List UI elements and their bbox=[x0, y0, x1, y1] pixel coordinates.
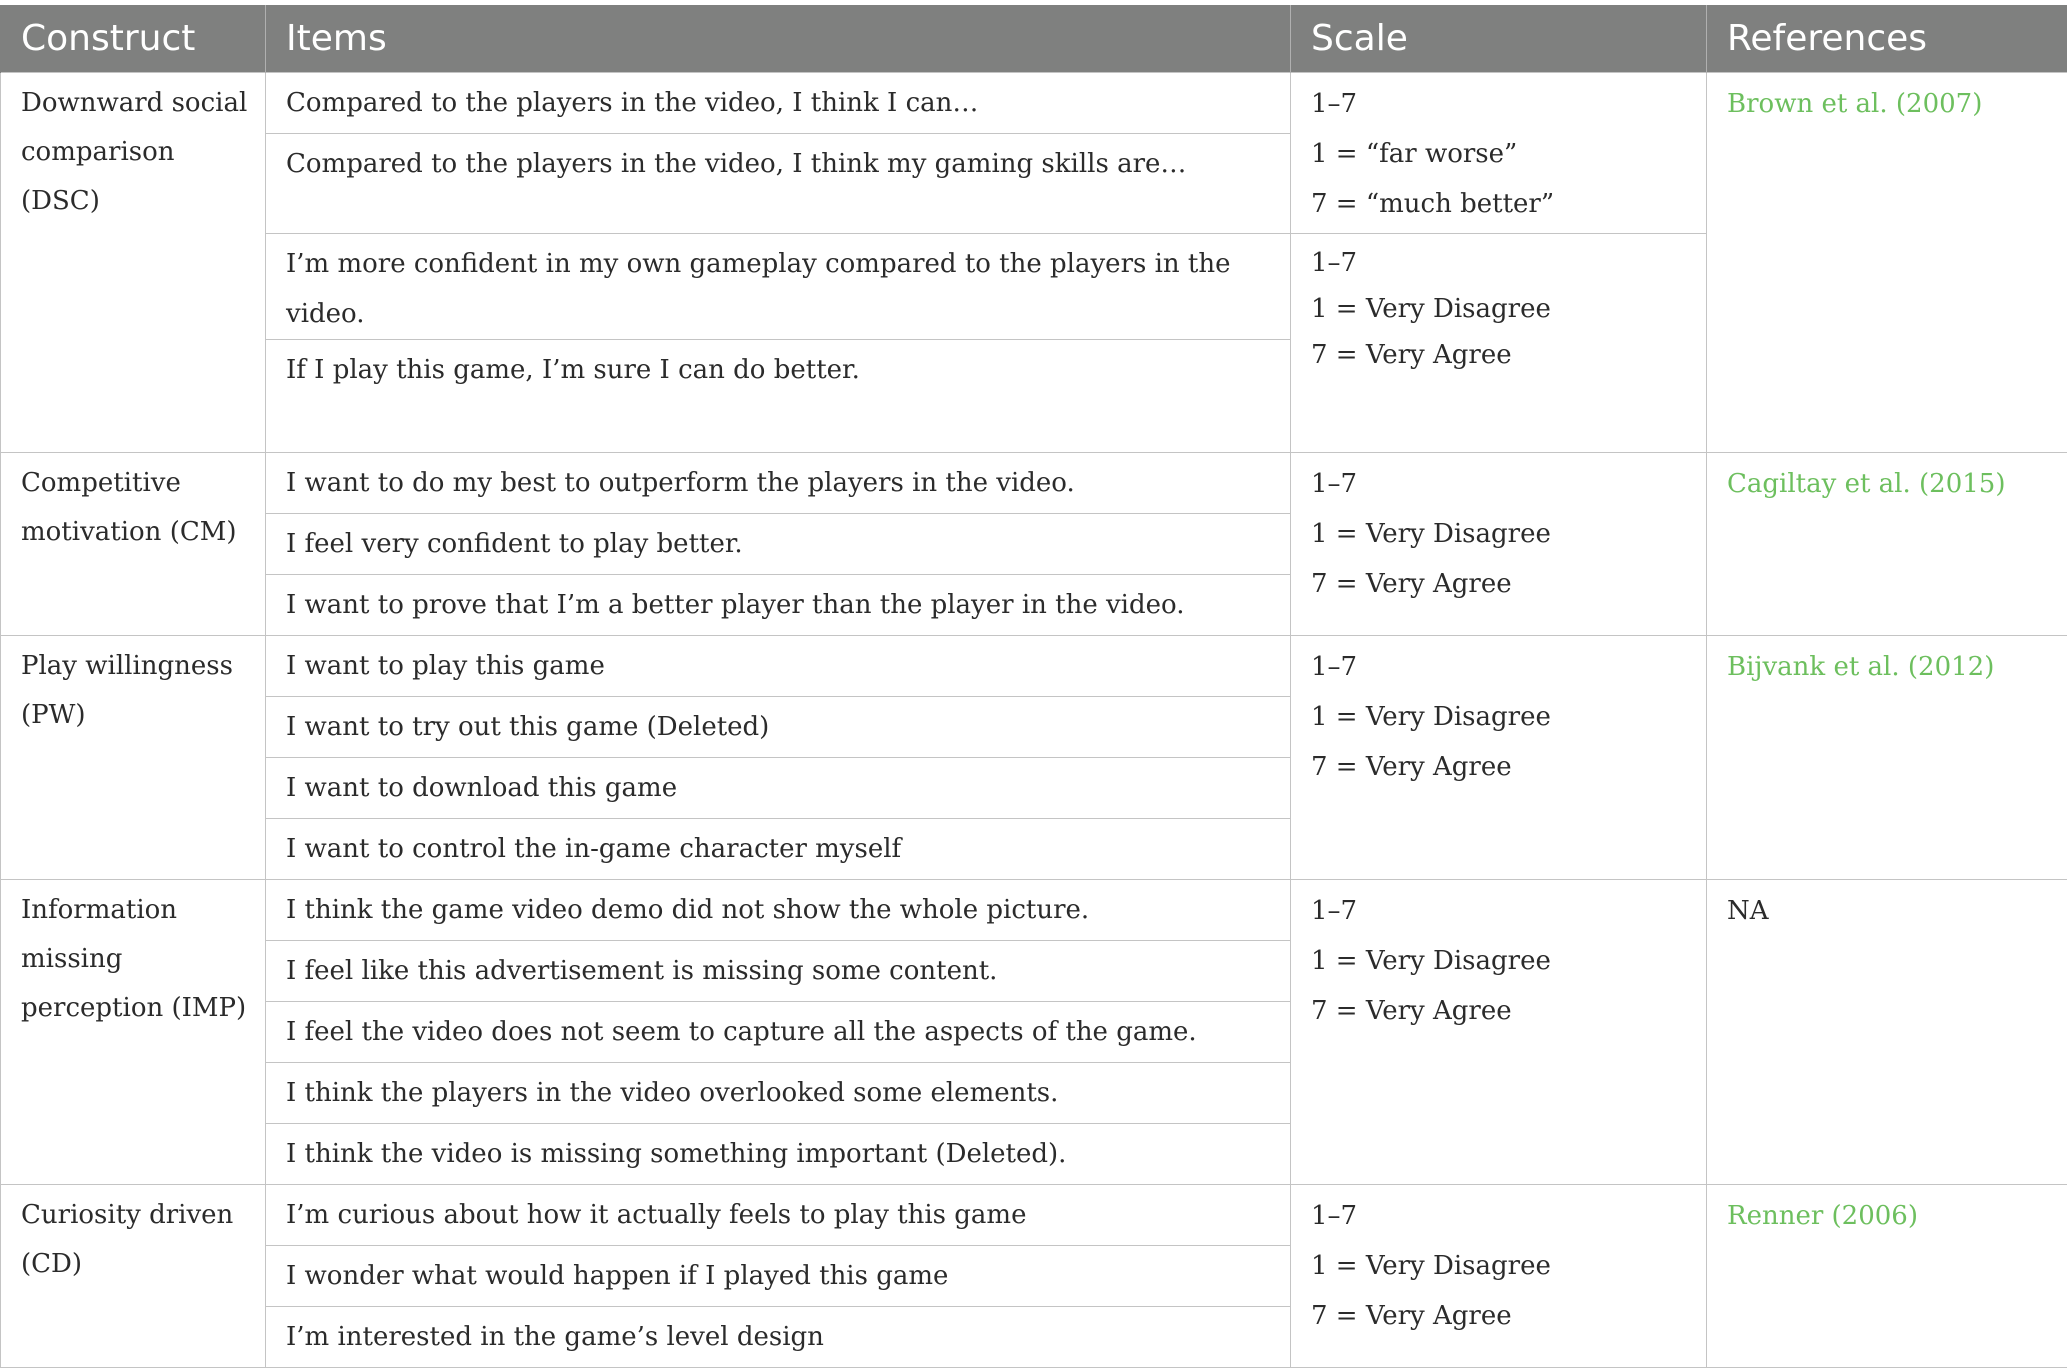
construct-cell: Curiosity driven (CD) bbox=[1, 1184, 266, 1367]
reference-link[interactable]: Brown et al. (2007) bbox=[1727, 89, 1982, 119]
table-row bbox=[1, 879, 2067, 940]
scale-low-anchor: 1 = Very Disagree bbox=[1311, 509, 1698, 559]
scale-cell bbox=[1291, 233, 1707, 452]
item-cell: I’m more confident in my own gameplay compared to the players in the video. bbox=[266, 233, 1291, 339]
item-cell: I feel like this advertisement is missing some content. bbox=[266, 940, 1291, 1001]
scale-range: 1–7 bbox=[1311, 642, 1698, 692]
scale-cell bbox=[1291, 879, 1707, 1184]
scale-high-anchor: 7 = Very Agree bbox=[1311, 986, 1698, 1036]
scale-range: 1–7 bbox=[1311, 79, 1698, 129]
scale-cell bbox=[1291, 452, 1707, 635]
scale-low-anchor: 1 = Very Disagree bbox=[1311, 692, 1698, 742]
item-cell: Compared to the players in the video, I think my gaming skills are… bbox=[266, 133, 1291, 233]
reference-text: NA bbox=[1727, 896, 1769, 926]
header-items: Items bbox=[266, 5, 1291, 72]
header-row bbox=[1, 5, 2067, 72]
reference-cell bbox=[1707, 452, 2067, 635]
scale-high-anchor: 7 = Very Agree bbox=[1311, 559, 1698, 609]
measurement-table bbox=[0, 5, 2067, 1368]
scale-low-anchor: 1 = Very Disagree bbox=[1311, 1241, 1698, 1291]
item-cell: I’m curious about how it actually feels to play this game bbox=[266, 1184, 1291, 1245]
construct-cell: Information missing perception (IMP) bbox=[1, 879, 266, 1184]
item-cell: I want to prove that I’m a better player than the player in the video. bbox=[266, 574, 1291, 635]
item-cell: I want to do my best to outperform the players in the video. bbox=[266, 452, 1291, 513]
item-cell: I’m interested in the game’s level design bbox=[266, 1306, 1291, 1367]
construct-cell: Competitive motivation (CM) bbox=[1, 452, 266, 635]
scale-low-anchor: 1 = Very Disagree bbox=[1311, 936, 1698, 986]
construct-cell: Downward social comparison (DSC) bbox=[1, 72, 266, 452]
scale-high-anchor: 7 = Very Agree bbox=[1311, 742, 1698, 792]
scale-range: 1–7 bbox=[1311, 459, 1698, 509]
table-row bbox=[1, 635, 2067, 696]
item-cell: I feel very confident to play better. bbox=[266, 513, 1291, 574]
reference-cell bbox=[1707, 879, 2067, 1184]
scale-cell bbox=[1291, 1184, 1707, 1367]
reference-link[interactable]: Bijvank et al. (2012) bbox=[1727, 652, 1994, 682]
table-row bbox=[1, 1184, 2067, 1245]
item-cell: I want to control the in-game character myself bbox=[266, 818, 1291, 879]
scale-high-anchor: 7 = Very Agree bbox=[1311, 332, 1698, 378]
item-cell: I feel the video does not seem to capture all the aspects of the game. bbox=[266, 1001, 1291, 1062]
item-cell: I think the players in the video overlooked some elements. bbox=[266, 1062, 1291, 1123]
item-cell: I want to download this game bbox=[266, 757, 1291, 818]
item-cell: Compared to the players in the video, I think I can… bbox=[266, 72, 1291, 133]
item-cell: I think the game video demo did not show the whole picture. bbox=[266, 879, 1291, 940]
scale-range: 1–7 bbox=[1311, 1191, 1698, 1241]
table-row bbox=[1, 452, 2067, 513]
item-cell: I think the video is missing something important (Deleted). bbox=[266, 1123, 1291, 1184]
item-cell: I want to try out this game (Deleted) bbox=[266, 696, 1291, 757]
scale-high-anchor: 7 = “much better” bbox=[1311, 179, 1698, 229]
reference-link[interactable]: Renner (2006) bbox=[1727, 1201, 1918, 1231]
item-cell: I wonder what would happen if I played this game bbox=[266, 1245, 1291, 1306]
scale-low-anchor: 1 = Very Disagree bbox=[1311, 286, 1698, 332]
scale-low-anchor: 1 = “far worse” bbox=[1311, 129, 1698, 179]
scale-cell bbox=[1291, 635, 1707, 879]
reference-cell bbox=[1707, 72, 2067, 452]
header-references: References bbox=[1707, 5, 2067, 72]
scale-cell bbox=[1291, 72, 1707, 233]
item-cell: I want to play this game bbox=[266, 635, 1291, 696]
construct-cell: Play willingness (PW) bbox=[1, 635, 266, 879]
scale-range: 1–7 bbox=[1311, 240, 1698, 286]
reference-cell bbox=[1707, 635, 2067, 879]
header-scale: Scale bbox=[1291, 5, 1707, 72]
scale-high-anchor: 7 = Very Agree bbox=[1311, 1291, 1698, 1341]
table-row bbox=[1, 72, 2067, 133]
reference-link[interactable]: Cagiltay et al. (2015) bbox=[1727, 469, 2005, 499]
scale-range: 1–7 bbox=[1311, 886, 1698, 936]
item-cell: If I play this game, I’m sure I can do better. bbox=[266, 339, 1291, 452]
reference-cell bbox=[1707, 1184, 2067, 1367]
header-construct: Construct bbox=[1, 5, 266, 72]
